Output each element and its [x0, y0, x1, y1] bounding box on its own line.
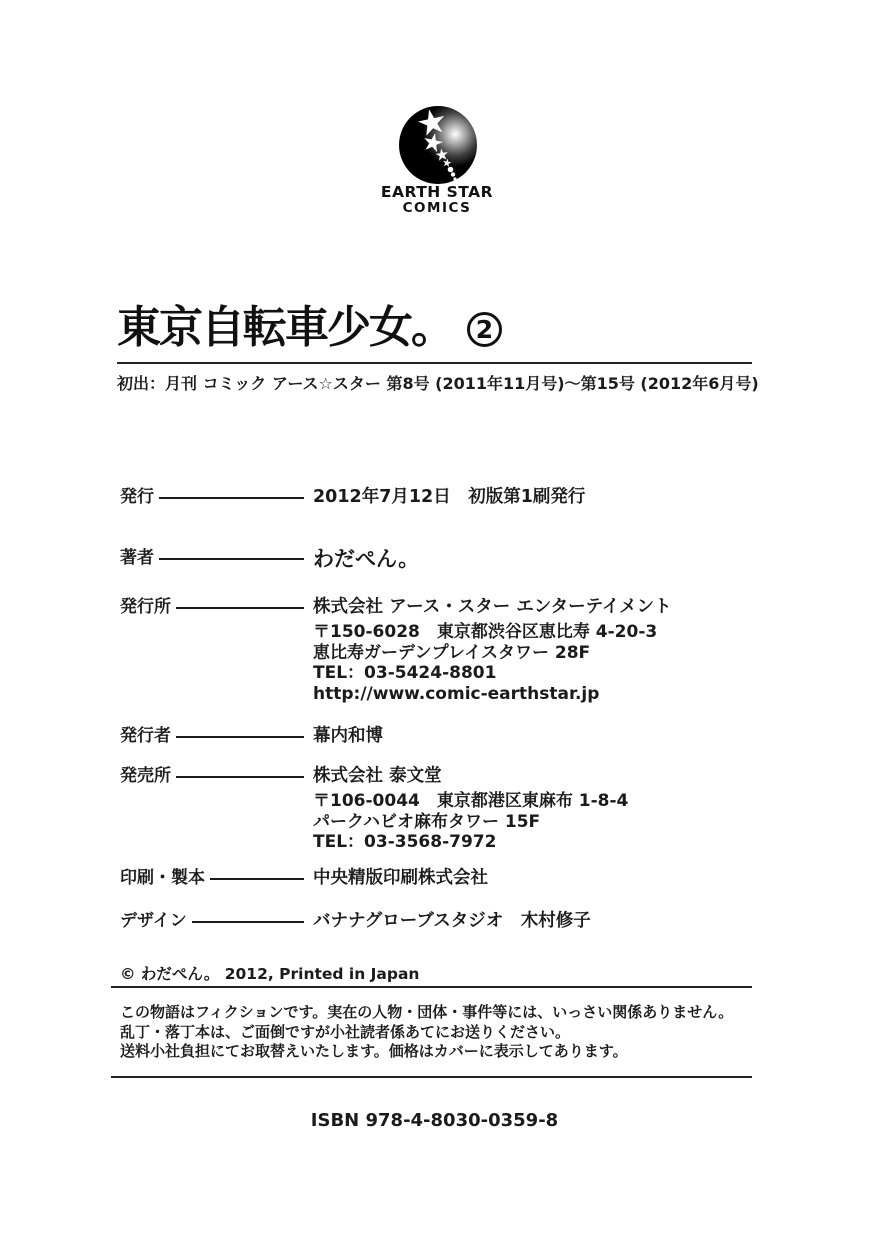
- address-line: 恵比寿ガーデンプレイスタワー 28F: [313, 642, 591, 663]
- row-label: 発行所: [120, 597, 171, 617]
- publisher-name: EARTH STAR: [380, 183, 494, 201]
- leader-line: [210, 878, 304, 880]
- row-label: 印刷・製本: [120, 868, 205, 888]
- leader-line: [192, 921, 304, 923]
- website-url: http://www.comic-earthstar.jp: [313, 683, 600, 704]
- disclaimer-block: [120, 1003, 733, 1062]
- colophon-row-printing: [120, 868, 770, 889]
- copyright-line: © わだぺん。 2012, Printed in Japan: [120, 965, 420, 983]
- address-line: パークハビオ麻布タワー 15F: [313, 811, 541, 832]
- leader-line: [159, 558, 304, 560]
- disclaimer-bottom-rule: [111, 1076, 752, 1078]
- title-block: [117, 301, 502, 355]
- row-value: 2012年7月12日 初版第1刷発行: [313, 487, 586, 507]
- row-label: 発行: [120, 487, 154, 507]
- phone-line: TEL：03-5424-8801: [313, 663, 497, 683]
- row-value: 株式会社 アース・スター エンターテイメント: [313, 597, 672, 617]
- row-value: わだぺん。: [313, 547, 420, 571]
- colophon-row-publisher-person: [120, 726, 770, 747]
- distributor-address-block: [313, 791, 770, 853]
- row-value: 幕内和博: [313, 726, 383, 746]
- address-line: 〒150-6028 東京都渋谷区恵比寿 4-20-3: [313, 622, 658, 642]
- title-divider: [117, 362, 752, 364]
- leader-line: [176, 736, 304, 738]
- disclaimer-line: この物語はフィクションです。実在の人物・団体・事件等には、いっさい関係ありません。: [120, 1003, 734, 1021]
- row-label: デザイン: [120, 911, 187, 931]
- leader-line: [176, 776, 304, 778]
- row-value: バナナグローブスタジオ 木村修子: [313, 911, 591, 931]
- disclaimer-top-rule: [111, 986, 752, 988]
- colophon-row-published: [120, 487, 770, 508]
- isbn-number: ISBN 978-4-8030-0359-8: [310, 1110, 559, 1131]
- disclaimer-line: 乱丁・落丁本は、ご面倒ですが小社読者係あてにお送りください。: [120, 1022, 571, 1041]
- publisher-address-block: [313, 622, 770, 704]
- leader-line: [159, 497, 304, 499]
- row-label: 発行者: [120, 726, 171, 746]
- address-line: 〒106-0044 東京都港区東麻布 1-8-4: [313, 791, 629, 811]
- colophon-row-author: [120, 548, 770, 571]
- colophon-row-distributor: [120, 766, 770, 853]
- row-label: 発売所: [120, 766, 171, 786]
- leader-line: [176, 607, 304, 609]
- disclaimer-line: 送料小社負担にてお取替えいたします。価格はカバーに表示してあります。: [120, 1042, 628, 1060]
- first-publication-note: 初出：月刊 コミック アース☆スター 第8号 (2011年11月号)～第15号 (2012年6月号): [117, 374, 759, 393]
- colophon-row-publisher-company: [120, 597, 770, 704]
- volume-number-badge: 2: [467, 312, 502, 347]
- page-title: 東京自転車少女。: [117, 302, 453, 353]
- row-value: 株式会社 泰文堂: [313, 766, 442, 786]
- colophon-row-design: [120, 911, 770, 932]
- earth-star-logo-icon: [392, 104, 482, 190]
- row-value: 中央精版印刷株式会社: [313, 868, 488, 888]
- row-label: 著者: [120, 548, 154, 568]
- publisher-imprint: COMICS: [402, 200, 472, 216]
- phone-line: TEL：03-3568-7972: [313, 832, 497, 852]
